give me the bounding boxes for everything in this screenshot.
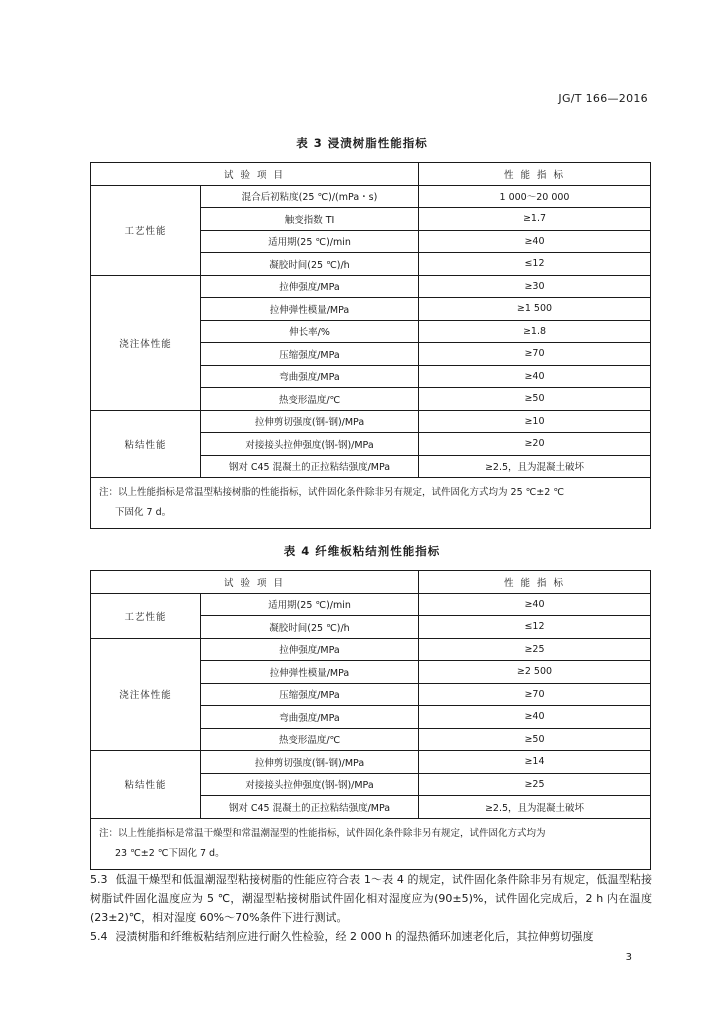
table-cell-value: ≥1.8 [419, 320, 651, 343]
table-cell-value: ≥1 500 [419, 298, 651, 321]
table-cell-value: ≥25 [419, 773, 651, 796]
table4-group-casting: 浇注体性能 [91, 638, 201, 751]
table-cell-value: ≥40 [419, 593, 651, 616]
table-cell-item: 弯曲强度/MPa [201, 706, 419, 729]
table-cell-item: 热变形温度/℃ [201, 728, 419, 751]
page-number: 3 [625, 952, 632, 963]
table-cell-value: ≥2.5，且为混凝土破坏 [419, 455, 651, 478]
table4-title: 表 4 纤维板粘结剂性能指标 [283, 544, 441, 558]
table3-header-item: 试 验 项 目 [91, 163, 419, 186]
table-cell-item: 对接接头拉伸强度(钢-钢)/MPa [201, 773, 419, 796]
table-cell-value: ≥25 [419, 638, 651, 661]
table3-header-value: 性 能 指 标 [419, 163, 651, 186]
table-cell-value: ≥2.5，且为混凝土破坏 [419, 796, 651, 819]
table-row [91, 410, 651, 433]
table-cell-item: 拉伸弹性模量/MPa [201, 298, 419, 321]
table4-note-line2: 23 ℃±2 ℃下固化 7 d。 [115, 847, 225, 859]
table3-group-casting: 浇注体性能 [91, 275, 201, 410]
table-cell-value: ≥70 [419, 683, 651, 706]
table-cell-item: 热变形温度/℃ [201, 388, 419, 411]
table4-header-row [91, 571, 651, 594]
table3-header-row [91, 163, 651, 186]
table-row [91, 638, 651, 661]
table-cell-item: 拉伸强度/MPa [201, 638, 419, 661]
table-cell-item: 伸长率/% [201, 320, 419, 343]
clause-text: 浸渍树脂和纤维板粘结剂应进行耐久性检验，经 2 000 h 的湿热循环加速老化后，其拉伸剪切强度 [115, 930, 594, 943]
table-cell-item: 拉伸强度/MPa [201, 275, 419, 298]
table-cell-value: ≥40 [419, 230, 651, 253]
table-cell-value: ≥10 [419, 410, 651, 433]
table-cell-item: 适用期(25 ℃)/min [201, 230, 419, 253]
table-cell-value: ≥30 [419, 275, 651, 298]
table-row [91, 185, 651, 208]
clause-number: 5.4 [90, 930, 108, 943]
table-cell-value: ≥2 500 [419, 661, 651, 684]
table3-note-line1: 注：以上性能指标是常温型粘接树脂的性能指标，试件固化条件除非另有规定，试件固化方式均为 25 ℃±2 ℃ [99, 487, 564, 498]
table-cell-value: 1 000～20 000 [419, 185, 651, 208]
table3-group-bonding: 粘结性能 [91, 410, 201, 478]
table3 [90, 162, 651, 529]
table3-note-line2: 下固化 7 d。 [115, 507, 172, 518]
table-row [91, 751, 651, 774]
table-cell-item: 拉伸剪切强度(钢-钢)/MPa [201, 410, 419, 433]
table-cell-item: 对接接头拉伸强度(钢-钢)/MPa [201, 433, 419, 456]
table4-header-item: 试 验 项 目 [91, 571, 419, 594]
table4-group-process: 工艺性能 [91, 593, 201, 638]
table-cell-value: ≥40 [419, 706, 651, 729]
document-code: JG/T 166—2016 [558, 92, 648, 105]
table3-note [91, 478, 651, 529]
table-cell-item: 适用期(25 ℃)/min [201, 593, 419, 616]
table-cell-item: 触变指数 TI [201, 208, 419, 231]
table-cell-value: ≥50 [419, 728, 651, 751]
table-cell-item: 凝胶时间(25 ℃)/h [201, 253, 419, 276]
table-cell-item: 凝胶时间(25 ℃)/h [201, 616, 419, 639]
table-cell-value: ≥40 [419, 365, 651, 388]
table-cell-item: 混合后初粘度(25 ℃)/(mPa・s) [201, 185, 419, 208]
table-cell-value: ≥1.7 [419, 208, 651, 231]
table-row [91, 275, 651, 298]
table-cell-item: 钢对 C45 混凝土的正拉粘结强度/MPa [201, 796, 419, 819]
table-cell-value: ≥70 [419, 343, 651, 366]
table4-group-bonding: 粘结性能 [91, 751, 201, 819]
table3-title: 表 3 浸渍树脂性能指标 [296, 136, 428, 150]
table-cell-item: 弯曲强度/MPa [201, 365, 419, 388]
table-cell-value: ≥50 [419, 388, 651, 411]
table3-group-process: 工艺性能 [91, 185, 201, 275]
table-cell-item: 钢对 C45 混凝土的正拉粘结强度/MPa [201, 455, 419, 478]
table-cell-item: 压缩强度/MPa [201, 343, 419, 366]
clause-5-4 [90, 927, 652, 946]
table4-note-line1: 注：以上性能指标是常温干燥型和常温潮湿型的性能指标，试件固化条件除非另有规定，试件固化方式均为 [99, 827, 546, 839]
clause-5-3 [90, 870, 652, 927]
table-row [91, 593, 651, 616]
table4 [90, 570, 651, 870]
table-cell-item: 拉伸弹性模量/MPa [201, 661, 419, 684]
table-cell-value: ≥14 [419, 751, 651, 774]
table4-note [91, 818, 651, 869]
table-cell-value: ≥20 [419, 433, 651, 456]
table4-header-value: 性 能 指 标 [419, 571, 651, 594]
table-cell-value: ≤12 [419, 616, 651, 639]
table3-note-row [91, 478, 651, 529]
table-cell-item: 拉伸剪切强度(钢-钢)/MPa [201, 751, 419, 774]
table4-note-row [91, 818, 651, 869]
table-cell-item: 压缩强度/MPa [201, 683, 419, 706]
clause-text: 低温干燥型和低温潮湿型粘接树脂的性能应符合表 1～表 4 的规定，试件固化条件除非另有规定，低温型粘接树脂试件固化温度应为 5 ℃，潮湿型粘接树脂试件固化相对湿度应为(90±5)%，试件固化完成后，2 h 内在温度(23±2)℃，相对湿度 60%～70%条件下进行测试。 [90, 873, 652, 924]
clause-number: 5.3 [90, 873, 108, 886]
table-cell-value: ≤12 [419, 253, 651, 276]
